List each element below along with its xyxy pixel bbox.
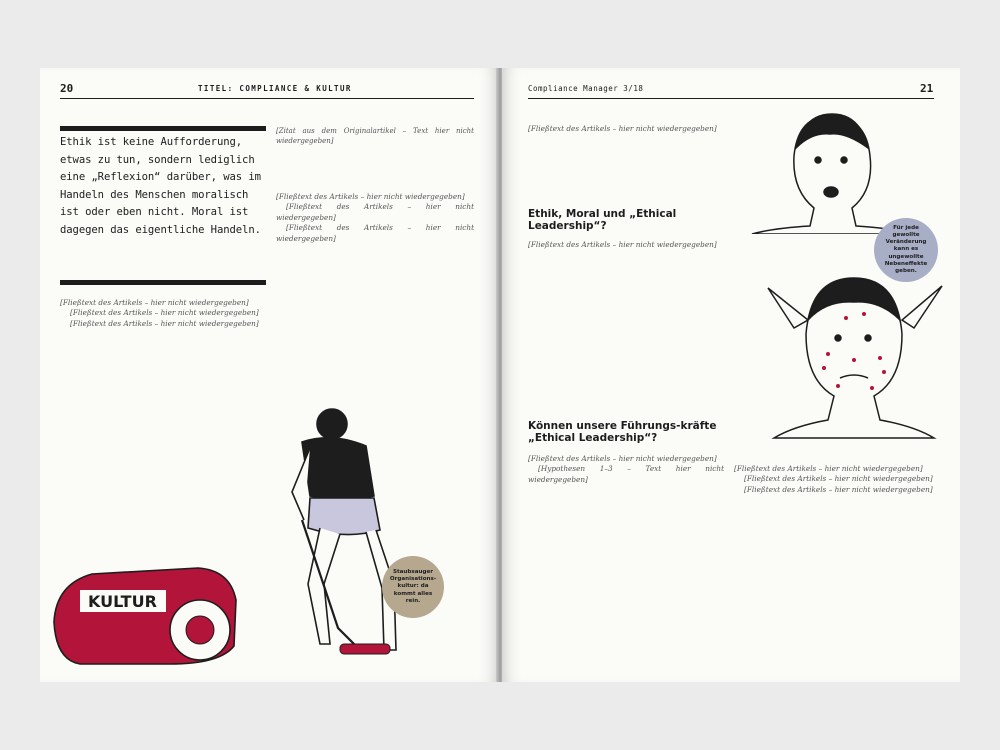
vacuum-hub: [186, 616, 214, 644]
paragraph: [Fließtext des Artikels – hier nicht wiedergegeben]: [276, 223, 474, 243]
vacuum-nozzle: [340, 644, 390, 654]
section-1-text: [528, 240, 724, 250]
ear-left: [768, 288, 808, 328]
paragraph: [Fließtext des Artikels – hier nicht wiedergegeben]: [70, 318, 259, 328]
paragraph: [Fließtext des Artikels – hier nicht wiedergegeben]: [60, 298, 249, 307]
eye-right: [865, 335, 871, 341]
paragraph: [Fließtext des Artikels – hier nicht wiedergegeben]: [528, 240, 717, 249]
figure-arm: [292, 448, 310, 520]
face-illustration-top: [734, 108, 934, 234]
right-page: [502, 68, 960, 682]
pull-quote-bar-top: [60, 126, 266, 131]
page-number: 21: [920, 82, 934, 95]
caption-bubble: Staubsauger Organisations-kultur: da kommt alles rein.: [382, 556, 444, 618]
running-head: TITEL: COMPLIANCE & KULTUR: [198, 84, 352, 93]
paragraph: [Fließtext des Artikels – hier nicht wiedergegeben]: [276, 192, 465, 201]
paragraph: [Fließtext des Artikels – hier nicht wiedergegeben]: [528, 124, 717, 133]
section-heading-1: Ethik, Moral und „Ethical Leadership“?: [528, 208, 677, 232]
figure-shorts: [308, 498, 380, 535]
ear-right: [902, 286, 942, 328]
body-column-1: [60, 298, 266, 329]
paragraph: [Fließtext des Artikels – hier nicht wiedergegeben]: [734, 464, 923, 473]
eye-right: [841, 157, 847, 163]
figure-head: [317, 409, 347, 439]
section-2-text: [528, 454, 724, 485]
magazine-spread: [40, 68, 960, 682]
paragraph: [Fließtext des Artikels – hier nicht wiedergegeben]: [276, 202, 474, 222]
header-rule: [528, 98, 934, 99]
quote-box: [Zitat aus dem Originalartikel – Text hier nicht wiedergegeben]: [276, 127, 474, 146]
body-column-2: [276, 192, 474, 244]
mouth: [824, 187, 838, 197]
paragraph: [Fließtext des Artikels – hier nicht wiedergegeben]: [744, 474, 933, 484]
pull-quote: Ethik ist keine Aufforderung, etwas zu tun, sondern lediglich eine „Reflexion“ darüber, was im Handeln des Menschen moralisch ist oder eben nicht. Moral ist dagegen das eigentliche Handeln.: [60, 136, 261, 236]
paragraph: [Fließtext des Artikels – hier nicht wiedergegeben]: [528, 454, 717, 463]
eye-left: [815, 157, 821, 163]
paragraph: [Fließtext des Artikels – hier nicht wiedergegeben]: [744, 484, 933, 494]
caption-bubble: Für jede gewollte Veränderung kann es ungewollte Nebeneffekte geben.: [874, 218, 938, 282]
body-column-2: [734, 464, 934, 495]
pull-quote-bar-bottom: [60, 280, 266, 285]
vacuum-cleaner: [50, 560, 250, 670]
left-page: [40, 68, 498, 682]
page-number: 20: [60, 82, 74, 95]
paragraph: [Fließtext des Artikels – hier nicht wiedergegeben]: [70, 308, 259, 318]
face-illustration-bottom: [754, 268, 954, 448]
section-heading-2: Können unsere Führungs-kräfte „Ethical Leadership“?: [528, 420, 717, 444]
body-column-1: [528, 124, 724, 134]
vacuum-label: KULTUR: [88, 592, 157, 611]
figure-torso: [302, 438, 374, 500]
eye-left: [835, 335, 841, 341]
header-rule: [60, 98, 474, 99]
paragraph: [Hypothesen 1–3 – Text hier nicht wiedergegeben]: [528, 464, 724, 484]
running-head: Compliance Manager 3/18: [528, 84, 644, 93]
